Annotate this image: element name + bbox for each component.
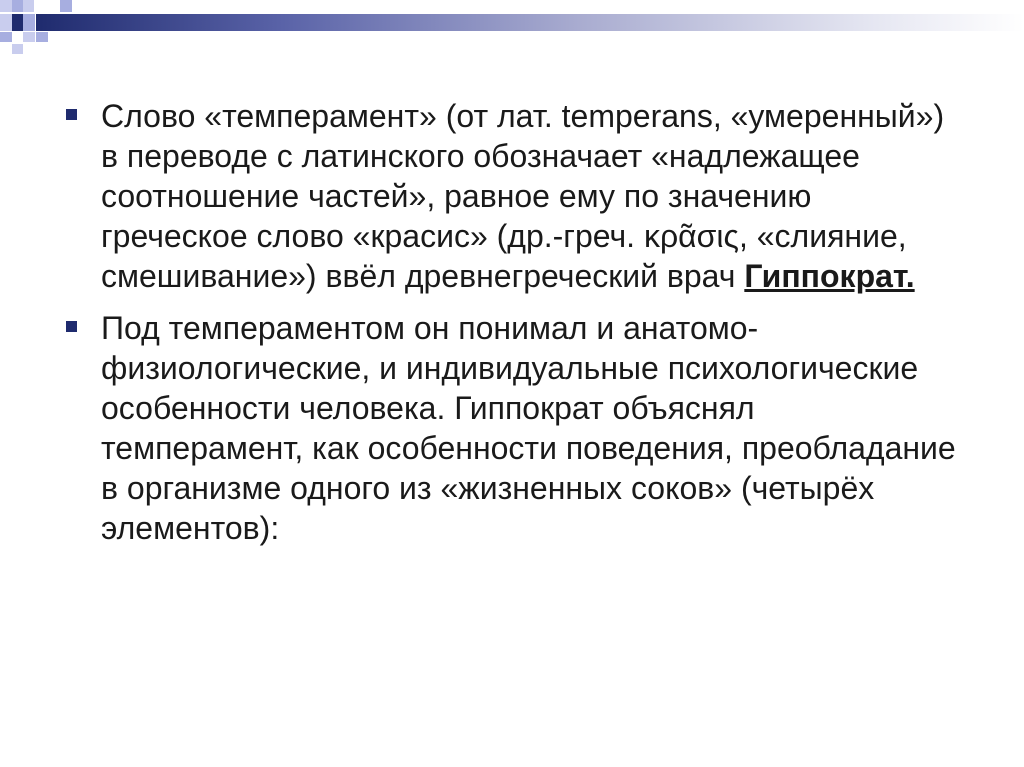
paragraph-1-text: Слово «темперамент» (от лат. temperans, «умеренный») в переводе с латинского обозначает «надлежащее соотношение частей», равное ему по значению греческое слово «красис» (др.-греч. κρᾶσις, «слияние, смешивание») ввёл древнегреческий врач — [101, 98, 945, 294]
header-decoration — [0, 0, 1024, 60]
decor-square — [23, 32, 35, 42]
decor-square — [23, 0, 34, 12]
square-bullet-icon — [66, 109, 77, 120]
decor-square — [23, 14, 35, 31]
decor-square — [12, 0, 23, 12]
decor-square — [36, 32, 48, 42]
paragraph-2-text: Под темпераментом он понимал и анатомо-физиологические, и индивидуальные психологические особенности человека. Гиппократ объяснял темперамент, как особенности поведения, преобладание в организме одного из «жизненных соков» (четырёх элементов): — [101, 310, 956, 546]
decor-square — [12, 14, 23, 31]
decor-square — [0, 0, 12, 12]
decor-square — [12, 44, 23, 54]
hippocrates-link[interactable]: Гиппократ. — [744, 258, 915, 294]
decor-square — [0, 14, 12, 31]
bullet-paragraph-1 — [60, 96, 960, 296]
decor-square — [60, 0, 72, 12]
decor-square — [0, 32, 12, 42]
square-bullet-icon — [66, 321, 77, 332]
header-gradient-bar — [36, 14, 1024, 31]
slide-content — [60, 96, 960, 560]
bullet-paragraph-2 — [60, 308, 960, 548]
